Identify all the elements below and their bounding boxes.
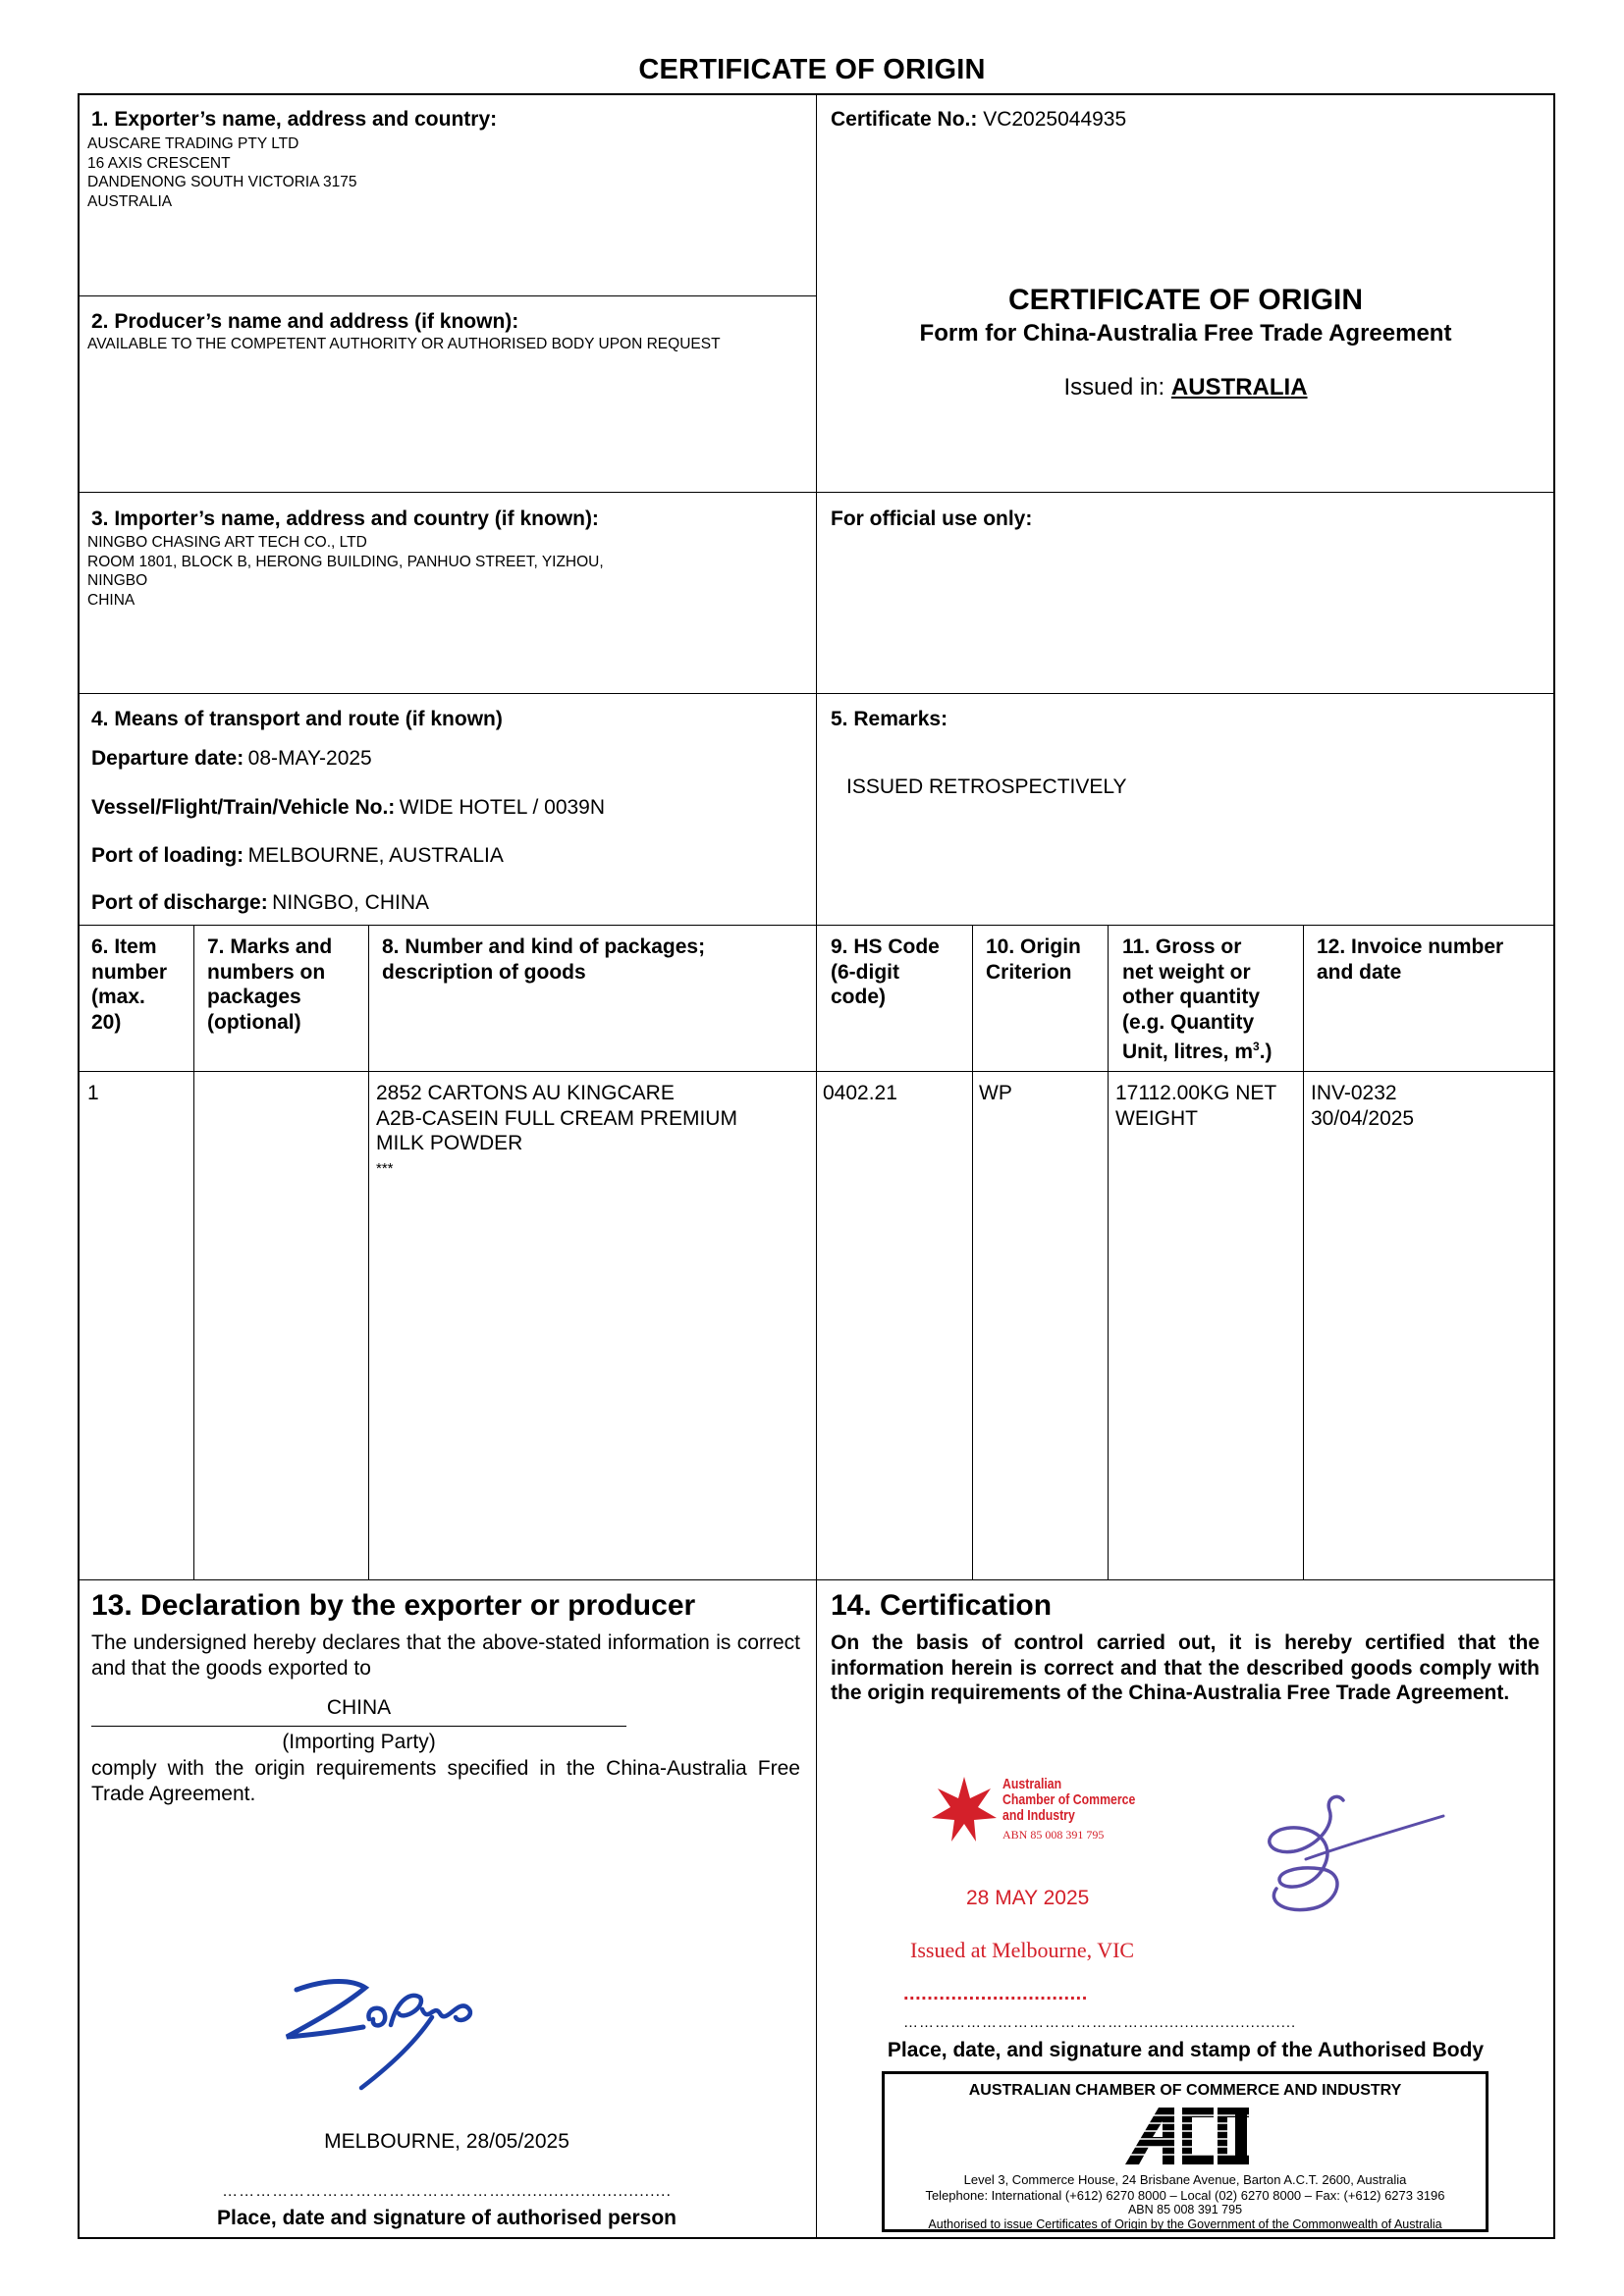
exporter-line: DANDENONG SOUTH VICTORIA 3175: [87, 174, 357, 190]
declaration-place-date: MELBOURNE, 28/05/2025: [324, 2130, 569, 2153]
certifier-signature: [1247, 1787, 1463, 1934]
header-line: other quantity: [1122, 986, 1260, 1008]
header-text: .): [1259, 1041, 1272, 1063]
header-line: description of goods: [382, 960, 586, 984]
invoice-line: INV-0232: [1311, 1082, 1397, 1104]
acci-authorised: Authorised to issue Certificates of Origin by the Government of the Commonwealth of Australia: [928, 2217, 1442, 2231]
importer-line: ROOM 1801, BLOCK B, HERONG BUILDING, PANHUO STREET, YIZHOU,: [87, 553, 604, 570]
col-header-description: [382, 934, 705, 985]
divider: [78, 693, 1555, 694]
divider: [78, 1071, 1555, 1072]
chamber-line: Australian: [1002, 1776, 1062, 1792]
divider: [78, 492, 1555, 493]
exporter-line: AUSTRALIA: [87, 192, 173, 210]
chamber-line: and Industry: [1002, 1807, 1075, 1824]
certification-footer: Place, date, and signature and stamp of the Authorised Body: [887, 2039, 1485, 2061]
col-header-origin-criterion: [986, 934, 1081, 985]
official-use-label: For official use only:: [831, 507, 1033, 530]
importer-line: NINGBO CHASING ART TECH CO., LTD: [87, 534, 367, 551]
invoice: [1311, 1081, 1414, 1131]
producer-label: 2. Producer’s name and address (if known):: [91, 310, 519, 333]
header-text: Unit, litres, m: [1122, 1041, 1254, 1063]
importer-line: CHINA: [87, 591, 135, 609]
issued-in-country: AUSTRALIA: [1170, 374, 1308, 400]
certificate-number-label: Certificate No.:: [831, 108, 978, 131]
certificate-number-value: VC2025044935: [983, 108, 1127, 131]
col-header-invoice: [1317, 934, 1503, 985]
exporter-signature: [275, 1968, 511, 2096]
divider: [1108, 925, 1109, 1579]
importing-party-label: (Importing Party): [282, 1731, 436, 1753]
acci-name: AUSTRALIAN CHAMBER OF COMMERCE AND INDUSTRY: [968, 2082, 1402, 2099]
departure-value: 08-MAY-2025: [247, 747, 372, 770]
importer-label: 3. Importer’s name, address and country (if known):: [91, 507, 599, 530]
col-header-quantity: [1122, 934, 1272, 1065]
header-line: (max.: [91, 986, 145, 1008]
header-line: 7. Marks and: [207, 935, 333, 958]
header-line: 11. Gross or: [1122, 935, 1242, 958]
divider: [368, 925, 369, 1579]
exporter-details: [87, 134, 356, 211]
producer-text: AVAILABLE TO THE COMPETENT AUTHORITY OR AUTHORISED BODY UPON REQUEST: [87, 336, 721, 352]
end-marker: ***: [376, 1159, 394, 1177]
header-line: [1122, 1035, 1272, 1065]
stamp-dotted-line: ...............................: [903, 1983, 1088, 2004]
stamp-date: 28 MAY 2025: [966, 1887, 1090, 1909]
declaration-text: The undersigned hereby declares that the above-stated information is correct and that the goods exported to: [91, 1631, 800, 1680]
superscript: 3: [1253, 1040, 1260, 1053]
issued-in: [816, 374, 1555, 401]
declaration-text-2: comply with the origin requirements specified in the China-Australia Free Trade Agreement.: [91, 1757, 800, 1805]
vessel-value: WIDE HOTEL / 0039N: [399, 796, 606, 819]
declaration-footer: Place, date and signature of authorised person: [217, 2207, 677, 2229]
header-line: code): [831, 986, 887, 1008]
loading-label: Port of loading:: [91, 844, 244, 867]
col-header-hs-code: [831, 934, 940, 1010]
exporter-line: AUSCARE TRADING PTY LTD: [87, 135, 299, 152]
loading-value: MELBOURNE, AUSTRALIA: [247, 844, 504, 867]
certificate-subtitle: Form for China-Australia Free Trade Agreement: [919, 320, 1452, 347]
quantity-line: 17112.00KG NET: [1115, 1082, 1277, 1104]
goods-description: [376, 1081, 737, 1177]
header-line: number: [91, 960, 168, 984]
importing-country: CHINA: [326, 1696, 392, 1719]
divider: [193, 925, 194, 1579]
remarks-label: 5. Remarks:: [831, 708, 948, 730]
declaration-dotted-line: ……………………………………………...............................: [222, 2183, 672, 2200]
exporter-label: 1. Exporter’s name, address and country:: [91, 108, 498, 131]
discharge-value: NINGBO, CHINA: [272, 891, 430, 914]
acci-address: Level 3, Commerce House, 24 Brisbane Avenue, Barton A.C.T. 2600, Australia: [963, 2172, 1407, 2187]
header-line: 12. Invoice number: [1317, 935, 1504, 958]
header-line: (e.g. Quantity: [1122, 1010, 1255, 1034]
importer-line: NINGBO: [87, 572, 148, 589]
header-line: (optional): [207, 1010, 301, 1034]
vessel-number: [91, 796, 605, 820]
quantity-line: WEIGHT: [1115, 1106, 1198, 1130]
vessel-label: Vessel/Flight/Train/Vehicle No.:: [91, 796, 396, 819]
document-title: CERTIFICATE OF ORIGIN: [638, 54, 986, 85]
header-line: packages: [207, 986, 301, 1008]
invoice-line: 30/04/2025: [1311, 1106, 1415, 1130]
port-of-discharge: [91, 891, 429, 915]
exporter-line: 16 AXIS CRESCENT: [87, 154, 231, 172]
importing-country-underline: [91, 1726, 626, 1727]
header-line: numbers on: [207, 960, 326, 984]
item-number: 1: [87, 1082, 99, 1104]
star-logo-icon: [930, 1775, 999, 1843]
acci-logo-icon: [1123, 2104, 1251, 2166]
departure-date: [91, 747, 372, 771]
acci-stamp: [882, 2071, 1489, 2232]
header-line: (6-digit: [831, 960, 899, 984]
certification-text: On the basis of control carried out, it is hereby certified that the information herein is correct and that the described goods comply with the origin requirements of the China-Australia Free Trade Agreement.: [831, 1631, 1540, 1704]
header-line: 6. Item: [91, 935, 157, 958]
departure-label: Departure date:: [91, 747, 244, 770]
col-header-item-number: [91, 934, 167, 1035]
description-line: A2B-CASEIN FULL CREAM PREMIUM: [376, 1106, 737, 1130]
col-header-marks: [207, 934, 332, 1035]
hs-code: 0402.21: [823, 1082, 897, 1104]
divider: [1303, 925, 1304, 1579]
header-line: Criterion: [986, 960, 1072, 984]
chamber-name: [1002, 1777, 1135, 1824]
importer-details: [87, 533, 604, 610]
origin-criterion: WP: [979, 1082, 1012, 1104]
description-line: 2852 CARTONS AU KINGCARE: [376, 1082, 675, 1104]
acci-phone: Telephone: International (+612) 6270 8000 – Local (02) 6270 8000 – Fax: (+612) 6273 3196: [925, 2188, 1445, 2203]
certification-dotted-line: ………………………………………...............................: [903, 2014, 1297, 2031]
chamber-abn: ABN 85 008 391 795: [1002, 1828, 1105, 1842]
certification-heading: 14. Certification: [831, 1589, 1053, 1622]
divider: [78, 1579, 1555, 1580]
remarks-text: ISSUED RETROSPECTIVELY: [846, 775, 1127, 798]
transport-label: 4. Means of transport and route (if known): [91, 708, 503, 730]
declaration-heading: 13. Declaration by the exporter or producer: [91, 1589, 696, 1622]
certificate-number: [831, 108, 1126, 132]
certificate-title: CERTIFICATE OF ORIGIN: [1007, 284, 1364, 316]
issued-in-label: Issued in:: [1063, 374, 1165, 400]
header-line: 8. Number and kind of packages;: [382, 935, 706, 958]
acci-abn: ABN 85 008 391 795: [1127, 2203, 1243, 2216]
quantity: [1115, 1081, 1276, 1131]
discharge-label: Port of discharge:: [91, 891, 268, 914]
header-line: and date: [1317, 960, 1402, 984]
divider: [78, 925, 1555, 926]
header-line: 20): [91, 1010, 122, 1034]
divider: [972, 925, 973, 1579]
header-line: 9. HS Code: [831, 935, 940, 958]
divider: [816, 93, 817, 2239]
chamber-line: Chamber of Commerce: [1002, 1791, 1136, 1808]
description-line: MILK POWDER: [376, 1132, 523, 1154]
header-line: 10. Origin: [986, 935, 1081, 958]
divider: [78, 295, 816, 296]
header-line: net weight or: [1122, 960, 1251, 984]
port-of-loading: [91, 844, 504, 868]
stamp-place: Issued at Melbourne, VIC: [910, 1938, 1135, 1962]
